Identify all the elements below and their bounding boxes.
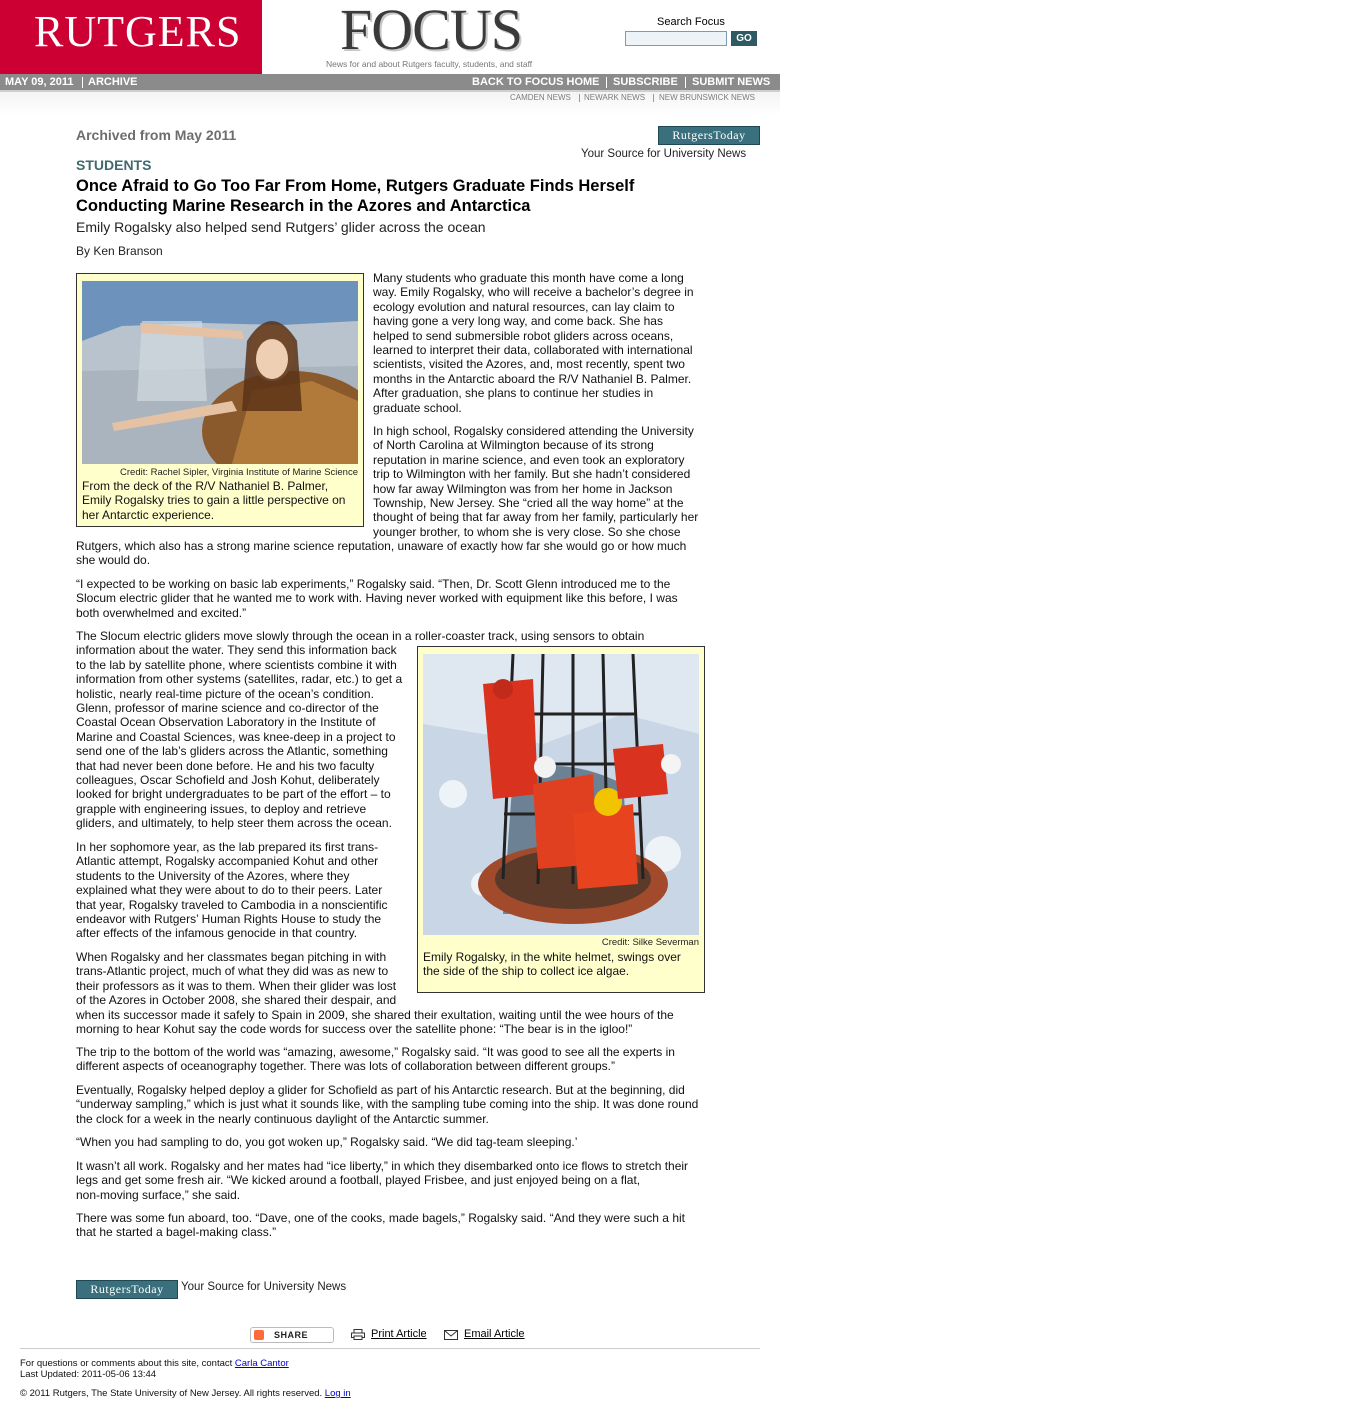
- copyright-text: © 2011 Rutgers, The State University of New Jersey. All rights reserved.: [20, 1388, 323, 1399]
- text-line: After graduation, she plans to continue her studies in: [373, 386, 654, 401]
- text-line: graduate school.: [373, 400, 462, 415]
- focus-tagline: News for and about Rutgers faculty, students, and staff: [326, 59, 533, 69]
- text-line: reputation in marine science, and even took an exploratory: [373, 452, 685, 467]
- paragraph-7: [76, 1045, 675, 1074]
- text-line: that had never been done before. He and his two faculty: [76, 758, 375, 773]
- text-line: morning to hear Kohut say the code words for success over the satellite phone: “The bear is in the igloo!”: [76, 1022, 633, 1037]
- print-article-link[interactable]: Print Article: [371, 1328, 427, 1340]
- text-line: both overwhelmed and excited.”: [76, 605, 247, 620]
- share-label: SHARE: [274, 1330, 309, 1340]
- text-line: In her sophomore year, as the lab prepared its first trans-: [76, 840, 379, 854]
- photo-box-ice-algae: [417, 646, 705, 993]
- text-line: their professors as it was to them. When their glider was lost: [76, 978, 397, 993]
- rutgers-today-tagline-bottom: Your Source for University News: [181, 1281, 347, 1293]
- footer-divider: [20, 1348, 760, 1349]
- footer-contact: [20, 1358, 289, 1369]
- search-label: Search Focus: [657, 16, 725, 28]
- text-line: When Rogalsky and her classmates began pitching in with: [76, 950, 387, 964]
- text-line: It wasn’t all work. Rogalsky and her mates had “ice liberty,” in which they disembarked onto ice flows to stretch their: [76, 1159, 689, 1173]
- text-line: colleagues, Oscar Schofield and Josh Kohut, deliberately: [76, 773, 380, 788]
- go-button[interactable]: GO: [731, 31, 757, 46]
- photo-ice-basket: [423, 654, 699, 935]
- text-line: how far away Wilmington was from her home in Jackson: [373, 481, 673, 496]
- subnav-camden-link[interactable]: CAMDEN NEWS: [510, 93, 571, 102]
- nav-back-home-link[interactable]: BACK TO FOCUS HOME: [472, 76, 600, 88]
- text-line: months in the Antarctic aboard the R/V Nathaniel B. Palmer.: [373, 371, 692, 386]
- footer-copyright: [20, 1388, 351, 1399]
- text-line: having gone a very long way, and come back. She has: [373, 314, 663, 329]
- text-line: legs and get some fresh air. “We kicked around a football, played Frisbee, and just enjoyed being on a flat,: [76, 1173, 641, 1188]
- text-line: students to the University of the Azores, where they: [76, 868, 350, 883]
- share-button[interactable]: [250, 1327, 334, 1343]
- text-line: “underway sampling,” which is just what it sounds like, with the sampling tube coming into the ship. It was done round: [76, 1097, 699, 1112]
- email-article-link[interactable]: Email Article: [464, 1328, 525, 1340]
- nav-bar: [0, 74, 780, 92]
- rutgers-today-badge[interactable]: RutgersToday: [658, 126, 760, 145]
- nav-separator: [82, 77, 83, 88]
- text-line: holistic, nearly real-time picture of the ocean’s condition.: [76, 686, 374, 701]
- subnav-new-brunswick-link[interactable]: NEW BRUNSWICK NEWS: [659, 93, 755, 102]
- nav-separator: [606, 77, 607, 88]
- text-line: non-moving surface,” she said.: [76, 1187, 241, 1202]
- archived-label: Archived from May 2011: [76, 127, 237, 143]
- text-line: Many students who graduate this month have come a long: [373, 271, 684, 285]
- nav-submit-news-link[interactable]: SUBMIT NEWS: [692, 76, 771, 88]
- text-line: different aspects of oceanography together. There was lots of collaboration between different groups.”: [76, 1059, 616, 1074]
- text-line: Marine and Coastal Sciences, was knee-deep in a project to: [76, 729, 396, 744]
- text-line: that he started a bagel-making class.”: [76, 1225, 277, 1240]
- paragraph-9: [76, 1135, 577, 1149]
- text-line: the clock for a week in the nearly continuous daylight of the Antarctic summer.: [76, 1111, 489, 1126]
- login-link[interactable]: Log in: [324, 1388, 351, 1399]
- text-line: she would do.: [76, 553, 151, 568]
- text-line: Rutgers, which also has a strong marine science reputation, unaware of exactly how far she would go or how much: [76, 539, 687, 553]
- print-icon[interactable]: [351, 1329, 365, 1340]
- text-line: “I expected to be working on basic lab experiments,” Rogalsky said. “Then, Dr. Scott Glenn introduced me to the: [76, 577, 671, 591]
- text-line: Coastal Ocean Observation Laboratory in the Institute of: [76, 715, 376, 730]
- photo-credit: Credit: Silke Severman: [601, 937, 699, 948]
- share-plus-icon: [254, 1330, 264, 1340]
- text-line: trip to Wilmington with her family. But she hadn’t considered: [373, 467, 691, 482]
- text-line: In high school, Rogalsky considered attending the University: [373, 424, 694, 438]
- nav-date: MAY 09, 2011: [5, 76, 74, 88]
- text-line: grapple with engineering issues, to deploy and retrieve: [76, 801, 367, 816]
- paragraph-5: [76, 840, 388, 941]
- article-byline: By Ken Branson: [76, 244, 163, 258]
- paragraph-8: [76, 1083, 698, 1126]
- paragraph-6: [76, 950, 674, 1036]
- text-line: ecology evolution and natural resources, can lay claim to: [373, 299, 675, 314]
- paragraph-10: [76, 1159, 688, 1202]
- text-line: to the lab by satellite phone, where scientists combine it with: [76, 657, 397, 672]
- text-line: way. Emily Rogalsky, who will receive a bachelor’s degree in: [373, 285, 694, 300]
- subnav-separator: [653, 94, 654, 102]
- logo-text: RUTGERS: [34, 7, 242, 56]
- paragraph-2: [373, 424, 698, 539]
- text-line: Glenn, professor of marine science and co-director of the: [76, 701, 379, 716]
- email-icon[interactable]: [444, 1330, 458, 1340]
- photo-caption: Emily Rogalsky, in the white helmet, swings over the side of the ship to collect ice algae.: [423, 950, 681, 979]
- text-line: learned to interpret their data, collaborated with international: [373, 343, 693, 358]
- nav-archive-link[interactable]: ARCHIVE: [88, 76, 138, 88]
- text-line: trans-Atlantic project, much of what they did was as new to: [76, 964, 389, 979]
- text-line: “When you had sampling to do, you got woken up,” Rogalsky said. “We did tag-team sleeping.’: [76, 1135, 578, 1149]
- text-line: Township, New Jersey. She “cried all the way home” at the: [373, 496, 684, 511]
- footer-contact-text: For questions or comments about this site, contact: [20, 1358, 233, 1369]
- photo-credit: Credit: Rachel Sipler, Virginia Institute of Marine Science: [120, 467, 358, 478]
- text-line: younger brother, to whom she is very close. So she chose: [373, 524, 681, 539]
- search-input[interactable]: [625, 31, 727, 46]
- paragraph-2-continued: [76, 539, 686, 568]
- article-subhead: Emily Rogalsky also helped send Rutgers’ glider across the ocean: [76, 219, 486, 235]
- footer-last-updated: Last Updated: 2011-05-06 13:44: [20, 1369, 157, 1380]
- text-line: explained what they were about to do to their peers. Later: [76, 883, 383, 898]
- nav-separator: [685, 77, 686, 88]
- text-line: helped to send submersible robot gliders across oceans,: [373, 328, 674, 343]
- text-line: send one of the lab’s gliders across the Atlantic, something: [76, 744, 388, 759]
- paragraph-3: [76, 577, 678, 620]
- text-line: after effects of the infamous genocide in that country.: [76, 926, 358, 941]
- photo-box-antarctic: [76, 273, 364, 527]
- section-label: STUDENTS: [76, 157, 152, 173]
- text-line: The trip to the bottom of the world was “amazing, awesome,” Rogalsky said. “It was good to see all the experts in: [76, 1045, 675, 1059]
- text-line: Slocum electric glider that he wanted me to work with. Having never worked with equipment like this before, I was: [76, 591, 678, 606]
- paragraph-11: [76, 1211, 685, 1240]
- text-line: when its successor made it safely to Spain in 2009, she shared their exultation, waiting until the wee hours of the: [76, 1007, 674, 1022]
- rutgers-today-tagline: Your Source for University News: [581, 148, 747, 160]
- nav-subscribe-link[interactable]: SUBSCRIBE: [613, 76, 678, 88]
- focus-title[interactable]: FOCUS: [340, 0, 522, 62]
- text-line: Eventually, Rogalsky helped deploy a glider for Schofield as part of his Antarctic research. But at the beginning, did: [76, 1083, 685, 1097]
- text-line: Atlantic attempt, Rogalsky accompanied Kohut and other: [76, 854, 379, 869]
- subnav-newark-link[interactable]: NEWARK NEWS: [584, 93, 646, 102]
- text-line: scientists, visited the Azores, and, most recently, spent two: [373, 357, 685, 372]
- photo-caption: From the deck of the R/V Nathaniel B. Palmer, Emily Rogalsky tries to gain a little perspective on her Antarctic experience.: [82, 479, 346, 522]
- text-line: thought of being that far away from her family, particularly her: [373, 510, 699, 525]
- text-line: gliders, and ultimately, to help steer them across the ocean.: [76, 816, 392, 831]
- rutgers-today-badge-bottom[interactable]: RutgersToday: [76, 1280, 178, 1299]
- text-line: information about the water. They send this information back: [76, 643, 397, 658]
- text-line: information from other systems (satellites, radar, etc.) to get a: [76, 672, 403, 687]
- photo-iceberg: [82, 281, 358, 464]
- text-line: There was some fun aboard, too. “Dave, one of the cooks, made bagels,” Rogalsky said. “And they were such a hit: [76, 1211, 685, 1225]
- rutgers-logo[interactable]: [0, 0, 262, 74]
- text-line: that year, Rogalsky traveled to Cambodia in a nonscientific: [76, 897, 388, 912]
- text-line: The Slocum electric gliders move slowly through the ocean in a roller-coaster track, using sensors to obtain: [76, 629, 645, 643]
- contact-link[interactable]: Carla Cantor: [234, 1358, 289, 1369]
- text-line: of the Azores in October 2008, she shared their despair, and: [76, 993, 397, 1008]
- subnav-separator: [579, 94, 580, 102]
- paragraph-1: [373, 271, 694, 415]
- text-line: of North Carolina at Wilmington because of its strong: [373, 438, 654, 453]
- text-line: endeavor with Rutgers’ Human Rights House to study the: [76, 912, 382, 927]
- text-line: looked for bright undergraduates to be part of the effort – to: [76, 787, 391, 802]
- article-headline: Once Afraid to Go Too Far From Home, Rutgers Graduate Finds Herself Conducting Marine Research in the Azores and Antarctica: [76, 177, 635, 215]
